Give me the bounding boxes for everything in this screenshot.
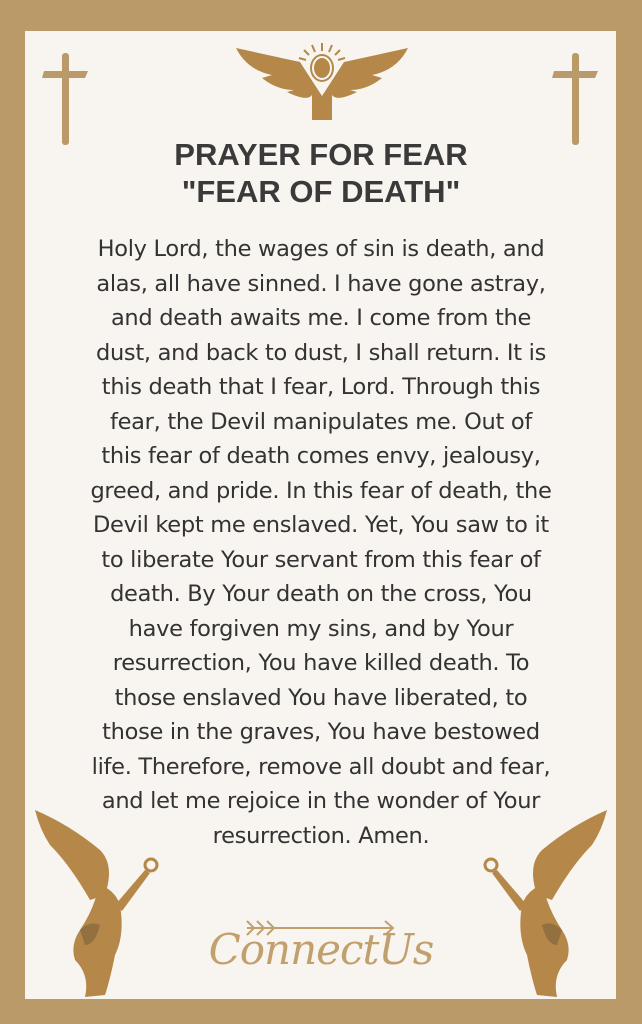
prayer-line: life. Therefore, remove all doubt and fear, bbox=[91, 753, 551, 780]
title-line-2: "FEAR OF DEATH" bbox=[181, 174, 461, 209]
angel-icon-left bbox=[30, 805, 170, 1005]
title-line-1: PRAYER FOR FEAR bbox=[174, 137, 468, 172]
prayer-text bbox=[40, 232, 602, 853]
prayer-line: and death awaits me. I come from the bbox=[110, 305, 532, 331]
prayer-line: Holy Lord, the wages of sin is death, and bbox=[97, 236, 545, 262]
prayer-line: this death that I fear, Lord. Through this bbox=[101, 374, 541, 400]
cross-icon-left bbox=[42, 35, 90, 145]
prayer-line: have forgiven my sins, and by Your bbox=[128, 615, 514, 642]
prayer-line: to liberate Your servant from this fear of bbox=[101, 546, 541, 573]
prayer-line: this fear of death comes envy, jealousy, bbox=[101, 443, 541, 469]
prayer-line: death. By Your death on the cross, You bbox=[110, 581, 532, 607]
prayer-line: and let me rejoice in the wonder of Your bbox=[101, 788, 541, 814]
prayer-line: resurrection. Amen. bbox=[212, 822, 430, 849]
prayer-line: resurrection, You have killed death. To bbox=[112, 650, 530, 676]
prayer-line: those in the graves, You have bestowed bbox=[102, 719, 540, 745]
prayer-line: fear, the Devil manipulates me. Out of bbox=[110, 408, 532, 435]
winged-emblem-icon bbox=[232, 40, 412, 120]
cross-icon-right bbox=[552, 35, 600, 145]
prayer-line: those enslaved You have liberated, to bbox=[114, 684, 528, 711]
angel-icon-right bbox=[472, 805, 612, 1005]
prayer-line: alas, all have sinned. I have gone astray, bbox=[96, 270, 546, 297]
connectus-logo: ConnectUs bbox=[208, 925, 434, 974]
prayer-line: Devil kept me enslaved. Yet, You saw to it bbox=[93, 512, 549, 538]
page-title bbox=[0, 136, 642, 210]
prayer-line: dust, and back to dust, I shall return. It is bbox=[95, 339, 547, 366]
prayer-line: greed, and pride. In this fear of death, the bbox=[90, 477, 552, 504]
